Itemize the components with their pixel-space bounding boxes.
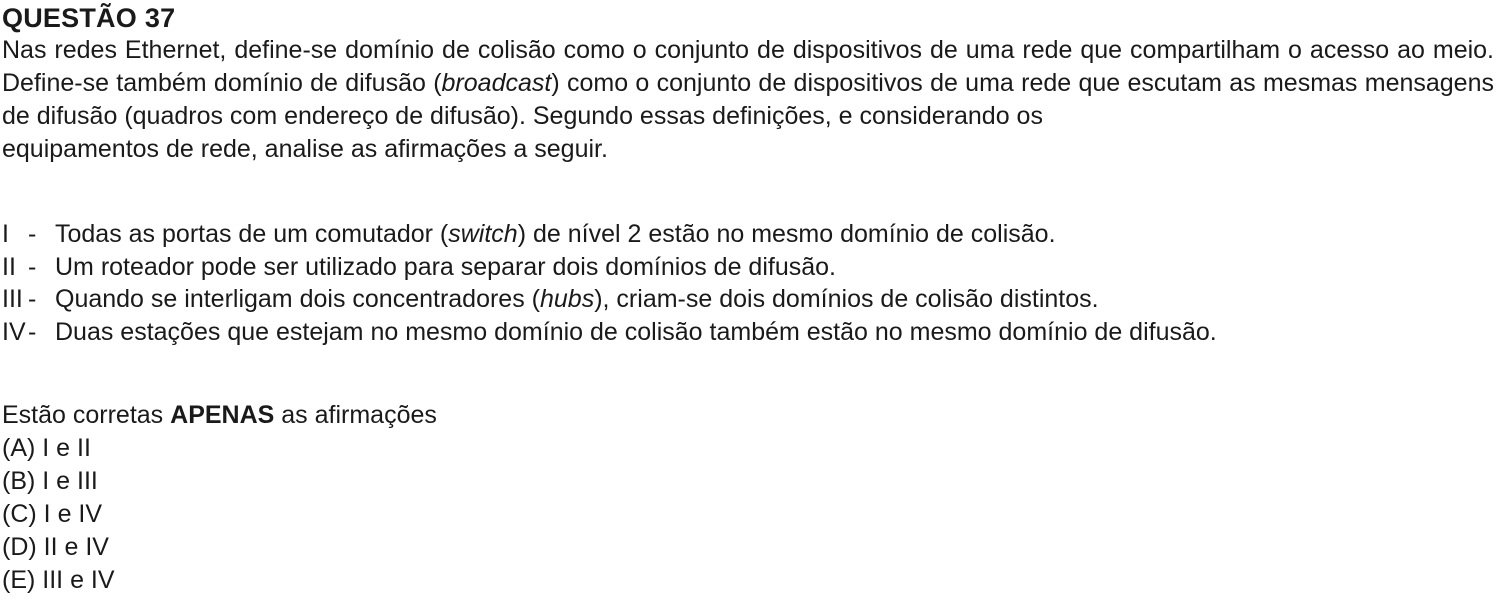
- affirmation-text-pre: Quando se interligam dois concentradores (: [55, 285, 540, 313]
- affirmation-text-italic: switch: [448, 220, 518, 248]
- affirmation-item: [2, 283, 1494, 316]
- option-e[interactable]: [2, 564, 1494, 597]
- question-statement: [2, 34, 1494, 166]
- option-label: (E): [2, 566, 36, 594]
- affirmation-text-pre: Duas estações que estejam no mesmo domínio de colisão também estão no mesmo domínio de difusão.: [55, 317, 1217, 346]
- affirmation-item: [2, 316, 1494, 349]
- question-title: [2, 0, 1494, 34]
- affirmation-text-pre: Todas as portas de um comutador (: [55, 220, 449, 248]
- affirmation-text: [55, 218, 1056, 251]
- affirmation-text-italic: hubs: [540, 285, 595, 313]
- affirmation-dash: -: [28, 285, 37, 313]
- option-label: (D): [2, 533, 37, 561]
- option-b[interactable]: [2, 465, 1494, 498]
- option-text: I e IV: [43, 500, 103, 528]
- affirmation-dash: -: [28, 252, 37, 281]
- option-a[interactable]: [2, 432, 1494, 465]
- affirmation-text: [55, 251, 836, 284]
- option-label: (C): [2, 500, 37, 528]
- option-d[interactable]: [2, 531, 1494, 564]
- option-text: I e III: [42, 467, 98, 495]
- option-label: (B): [2, 467, 36, 495]
- affirmation-item: [2, 251, 1494, 284]
- affirmation-dash: -: [28, 317, 37, 346]
- option-text: III e IV: [42, 566, 115, 594]
- option-c[interactable]: [2, 498, 1494, 531]
- affirmation-text-post: ), criam-se dois domínios de colisão distintos.: [594, 285, 1099, 313]
- question-label: QUESTÃO: [2, 3, 137, 33]
- answer-options: [2, 432, 1494, 597]
- affirmation-item: [2, 218, 1494, 251]
- prompt-post: as afirmações: [274, 401, 437, 429]
- question-number: 37: [144, 3, 176, 33]
- answer-prompt: [2, 399, 1494, 432]
- affirmation-number: I: [2, 220, 9, 248]
- affirmation-text-post: ) de nível 2 estão no mesmo domínio de colisão.: [517, 220, 1056, 248]
- option-text: I e II: [42, 434, 91, 462]
- affirmation-text: [55, 283, 1099, 316]
- question-page: [2, 0, 1494, 597]
- statement-italic-broadcast: broadcast: [441, 69, 552, 97]
- affirmation-number: IV: [2, 317, 26, 346]
- affirmation-text: [55, 316, 1217, 349]
- affirmation-dash: -: [28, 220, 37, 248]
- option-label: (A): [2, 434, 36, 462]
- statement-part-1: Nas redes Ethernet, define-se domínio de colisão como o conjunto de dispositivos de uma rede que compartilham o acesso ao meio. Define-se também domínio de difusão (: [2, 36, 1494, 97]
- affirmation-number: III: [2, 285, 23, 313]
- affirmation-text-pre: Um roteador pode ser utilizado para separar dois domínios de difusão.: [55, 252, 836, 281]
- prompt-pre: Estão corretas: [2, 401, 171, 429]
- statement-part-3: equipamentos de rede, analise as afirmações a seguir.: [2, 135, 608, 163]
- affirmations-list: [2, 218, 1494, 348]
- affirmation-number: II: [2, 252, 16, 281]
- statement-part-2: ) como o conjunto de dispositivos de uma rede que escutam as mesmas mensagens de difusão (quadros com endereço de difusão). Segundo essas definições, e considerando os: [2, 69, 1494, 130]
- option-text: II e IV: [43, 533, 109, 561]
- prompt-bold: APENAS: [170, 401, 275, 429]
